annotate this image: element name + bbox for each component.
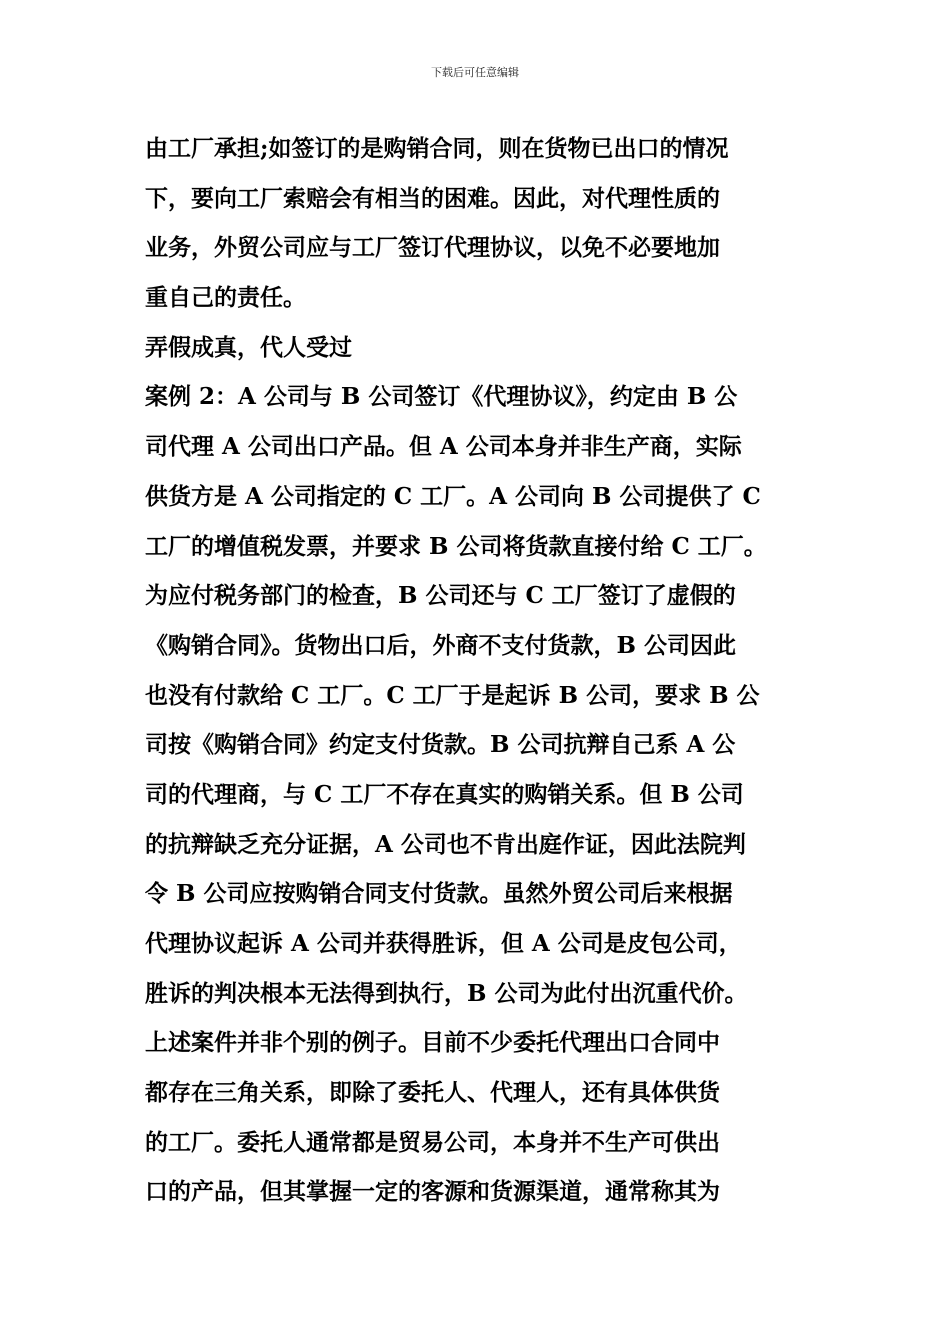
text-line: 司的代理商，与 C 工厂不存在真实的购销关系。但 B 公司 <box>145 780 744 808</box>
text-line: 令 B 公司应按购销合同支付货款。虽然外贸公司后来根据 <box>145 880 733 908</box>
text-line: 业务，外贸公司应与工厂签订代理协议，以免不必要地加 <box>145 234 720 262</box>
text-line: 由工厂承担;如签订的是购销合同，则在货物已出口的情况 <box>145 135 729 162</box>
text-line: 《购销合同》。货物出口后，外商不支付货款，B 公司因此 <box>145 631 736 659</box>
text-line: 重自己的责任。 <box>145 284 306 312</box>
text-line: 都存在三角关系，即除了委托人、代理人，还有具体供货 <box>145 1079 720 1107</box>
text-line: 代理协议起诉 A 公司并获得胜诉，但 A 公司是皮包公司， <box>145 930 742 957</box>
text-line: 胜诉的判决根本无法得到执行，B 公司为此付出沉重代价。 <box>145 979 748 1007</box>
text-line: 供货方是 A 公司指定的 C 工厂。A 公司向 B 公司提供了 C <box>145 482 761 510</box>
text-line: 为应付税务部门的检查，B 公司还与 C 工厂签订了虚假的 <box>145 582 736 610</box>
section-heading: 弄假成真，代人受过 <box>145 333 352 361</box>
text-line: 下，要向工厂索赔会有相当的困难。因此，对代理性质的 <box>145 184 720 212</box>
text-line: 口的产品，但其掌握一定的客源和货源渠道，通常称其为 <box>145 1178 720 1206</box>
document-body <box>145 124 815 1217</box>
text-line: 也没有付款给 C 工厂。C 工厂于是起诉 B 公司，要求 B 公 <box>145 681 760 709</box>
text-line: 司代理 A 公司出口产品。但 A 公司本身并非生产商，实际 <box>145 433 742 461</box>
text-line: 的抗辩缺乏充分证据，A 公司也不肯出庭作证，因此法院判 <box>145 830 746 858</box>
text-line: 司按《购销合同》约定支付货款。B 公司抗辩自己系 A 公 <box>145 731 736 759</box>
page-header: 下载后可任意编辑 <box>431 66 519 79</box>
text-line: 工厂的增值税发票，并要求 B 公司将货款直接付给 C 工厂。 <box>145 532 767 560</box>
text-line: 的工厂。委托人通常都是贸易公司，本身并不生产可供出 <box>145 1128 720 1156</box>
text-line: 上述案件并非个别的例子。目前不少委托代理出口合同中 <box>145 1029 720 1057</box>
case-title-line: 案例 2：A 公司与 B 公司签订《代理协议》，约定由 B 公 <box>145 383 738 411</box>
